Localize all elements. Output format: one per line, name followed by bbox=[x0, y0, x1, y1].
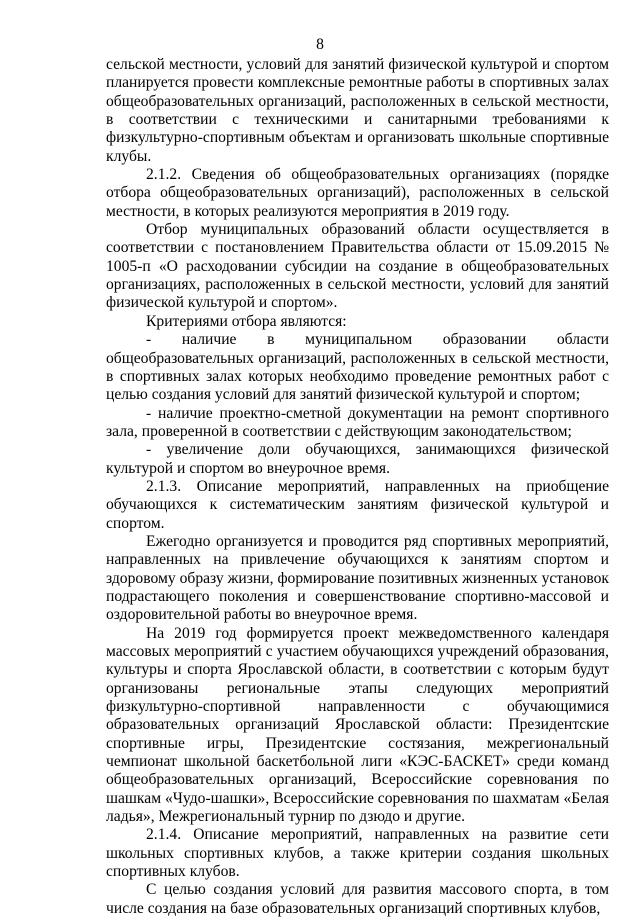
criteria-item-3: - увеличение доли обучающихся, занимающихся физической культурой и спортом во внеурочное время. bbox=[106, 441, 609, 477]
criteria-item-2: - наличие проектно-сметной документации на ремонт спортивного зала, проверенной в соответствии с действующим законодательством; bbox=[106, 404, 609, 440]
paragraph-criteria-intro: Критериями отбора являются: bbox=[146, 312, 347, 330]
paragraph-2019-calendar: На 2019 год формируется проект межведомственного календаря массовых мероприятий с участием обучающихся учреждений образования, культуры и спорта Ярославской области, в соответствии с которым будут организованы региональные этапы следующих мероприятий физкультурно-спортивной направленности с обучающимися образовательных организаций Ярославской области: Президентские спортивные игры, Президентские состязания, межрегиональный чемпионат школьной баскетбольной лиги «КЭС-БАСКЕТ» среди команд общеобразовательных организаций, Всероссийские соревнования по шашкам «Чудо-шашки», Всероссийские соревнования по шахматам «Белая ладья», Межрегиональный турнир по дзюдо и другие. bbox=[106, 624, 609, 826]
paragraph-continuation: сельской местности, условий для занятий физической культурой и спортом планируется провести комплексные ремонтные работы в спортивных залах общеобразовательных организаций, расположенных в сельской местности, в соответствии с техническими и санитарными требованиями к физкультурно-спортивным объектам и организовать школьные спортивные клубы. bbox=[106, 56, 609, 165]
page-number: 8 bbox=[316, 36, 324, 53]
section-heading-2-1-2: 2.1.2. Сведения об общеобразовательных организациях (порядке отбора общеобразовательных организаций), расположенных в сельской местности, в которых реализуются мероприятия в 2019 году. bbox=[106, 166, 609, 220]
section-heading-2-1-4: 2.1.4. Описание мероприятий, направленных на развитие сети школьных спортивных клубов, а также критерии создания школьных спортивных клубов. bbox=[106, 826, 609, 881]
section-heading-2-1-3: 2.1.3. Описание мероприятий, направленных на приобщение обучающихся к систематическим занятиям физической культурой и спортом. bbox=[106, 477, 609, 532]
paragraph-selection: Отбор муниципальных образований области осуществляется в соответствии с постановлением Правительства области от 15.09.2015 № 1005-п «О расходовании субсидии на создание в общеобразовательных организациях, расположенных в сельской местности, условий для занятий физической культурой и спортом». bbox=[106, 221, 609, 312]
paragraph-mass-sport: С целью создания условий для развития массового спорта, в том числе создания на базе образовательных организаций спортивных клубов, bbox=[106, 881, 609, 917]
paragraph-annual-events: Ежегодно организуется и проводится ряд спортивных мероприятий, направленных на привлечение обучающихся к занятиям спортом и здоровому образу жизни, формирование позитивных жизненных установок подрастающего поколения и совершенствование спортивно-массовой и оздоровительной работы во внеурочное время. bbox=[106, 532, 609, 624]
criteria-item-1: - наличие в муниципальном образовании области общеобразовательных организаций, расположенных в сельской местности, в спортивных залах которых необходимо проведение ремонтных работ с целью создания условий для занятий физической культурой и спортом; bbox=[106, 331, 609, 404]
document-body bbox=[106, 56, 609, 918]
